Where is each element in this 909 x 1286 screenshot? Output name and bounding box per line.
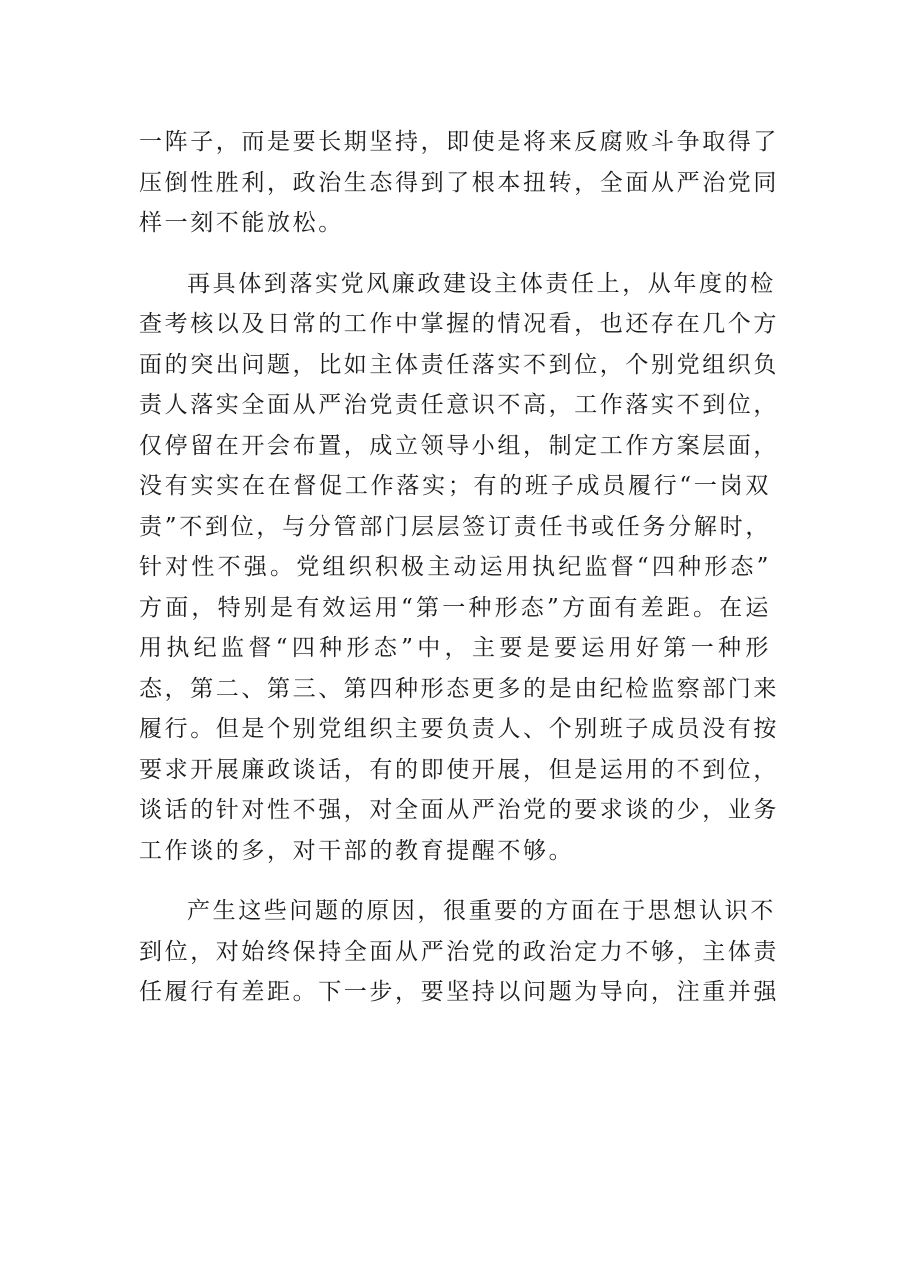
text-line: 产生这些问题的原因，很重要的方面在于思想认识不 <box>187 898 776 924</box>
text-line: 态，第二、第三、第四种形态更多的是由纪检监察部门来 <box>139 675 779 702</box>
text-line: 任履行有差距。下一步，要坚持以问题为导向，注重并强 <box>139 979 779 1005</box>
text-line: 要求开展廉政谈话，有的即使开展，但是运用的不到位， <box>139 756 779 783</box>
text-line: 压倒性胜利，政治生态得到了根本扭转，全面从严治党同 <box>139 169 779 196</box>
text-line: 工作谈的多，对干部的教育提醒不够。 <box>139 837 575 864</box>
text-line: 责人落实全面从严治党责任意识不高，工作落实不到位， <box>139 392 779 418</box>
paragraph <box>139 891 779 1013</box>
text-line: 用执纪监督“四种形态”中，主要是要运用好第一种形 <box>139 635 771 661</box>
text-line: 谈话的针对性不强，对全面从严治党的要求谈的少，业务 <box>139 797 779 823</box>
text-line: 样一刻不能放松。 <box>139 210 344 236</box>
text-line: 没有实实在在督促工作落实；有的班子成员履行“一岗双 <box>139 473 771 499</box>
text-line: 一阵子，而是要长期坚持，即使是将来反腐败斗争取得了 <box>139 129 779 155</box>
text-line: 针对性不强。党组织积极主动运用执纪监督“四种形态” <box>139 554 771 580</box>
text-line: 到位，对始终保持全面从严治党的政治定力不够，主体责 <box>139 938 779 965</box>
paragraph <box>139 264 779 872</box>
text-line: 查考核以及日常的工作中掌握的情况看，也还存在几个方 <box>139 311 779 337</box>
text-line: 再具体到落实党风廉政建设主体责任上，从年度的检 <box>187 270 776 297</box>
text-line: 责”不到位，与分管部门层层签订责任书或任务分解时， <box>139 513 771 540</box>
document-body <box>139 122 779 1033</box>
paragraph <box>139 122 779 244</box>
text-line: 面的突出问题，比如主体责任落实不到位，个别党组织负 <box>139 351 779 378</box>
text-line: 方面，特别是有效运用“第一种形态”方面有差距。在运 <box>139 594 771 621</box>
text-line: 履行。但是个别党组织主要负责人、个别班子成员没有按 <box>139 716 779 742</box>
text-line: 仅停留在开会布置，成立领导小组，制定工作方案层面， <box>139 432 779 459</box>
